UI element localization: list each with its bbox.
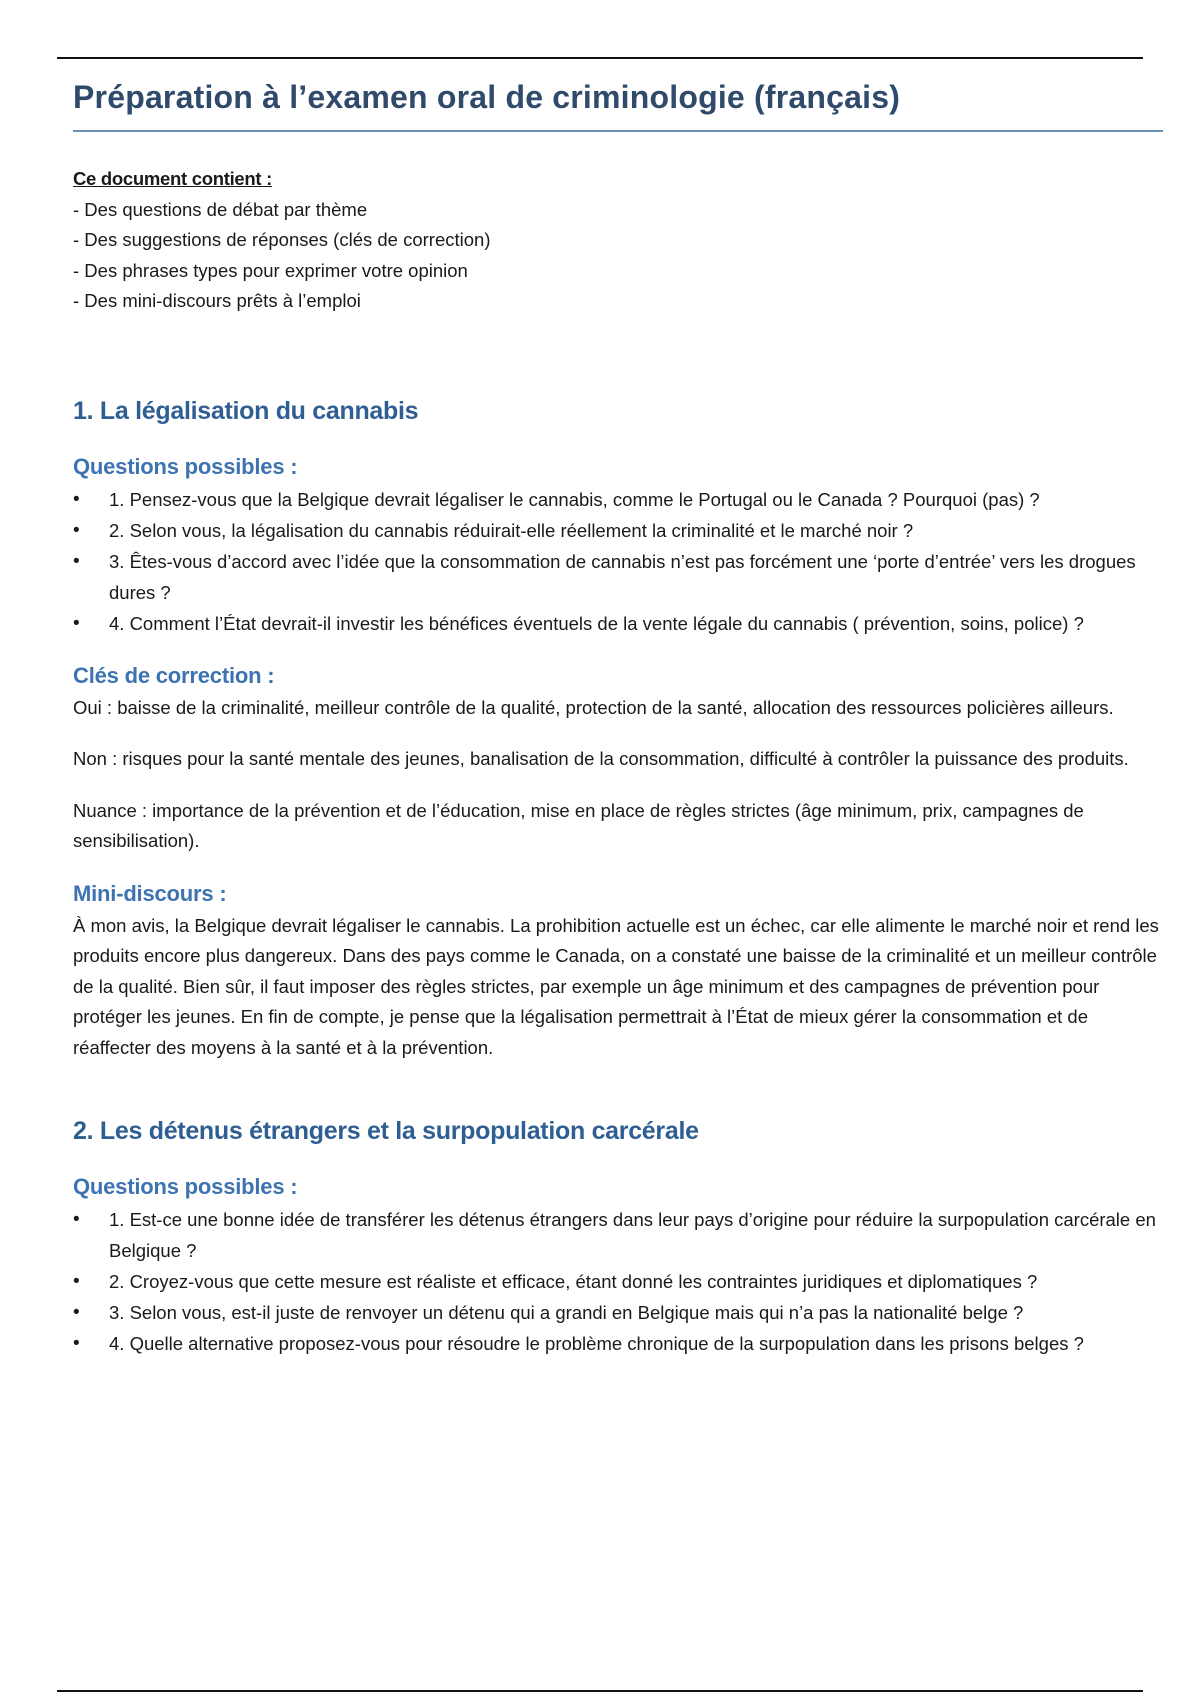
intro-item: - Des mini-discours prêts à l’emploi [73, 290, 361, 311]
questions-heading: Questions possibles : [73, 1174, 298, 1199]
intro-item: - Des suggestions de réponses (clés de correction) [73, 229, 491, 250]
intro-block [73, 164, 1163, 317]
question-item: • 1. Pensez-vous que la Belgique devrait légaliser le cannabis, comme le Portugal ou le Canada ? Pourquoi (pas) ? [73, 484, 1163, 515]
intro-heading: Ce document contient : [73, 168, 272, 189]
keys-heading: Clés de correction : [73, 662, 275, 688]
question-item: • 3. Êtes-vous d’accord avec l’idée que la consommation de cannabis n’est pas forcément une ‘porte d’entrée’ vers les drogues dures ? [73, 546, 1163, 608]
question-item: • 2. Croyez-vous que cette mesure est réaliste et efficace, étant donné les contraintes juridiques et diplomatiques ? [73, 1266, 1163, 1297]
intro-item: - Des questions de débat par thème [73, 198, 368, 220]
document-page [73, 70, 1163, 1359]
mini-speech: À mon avis, la Belgique devrait légaliser le cannabis. La prohibition actuelle est un échec, car elle alimente le marché noir et rend les produits encore plus dangereux. Dans des pays comme le Canada, on a constaté une baisse de la criminalité et un meilleur contrôle de la qualité. Bien sûr, il faut imposer des règles strictes, par exemple un âge minimum et des campagnes de prévention pour protéger les jeunes. En fin de compte, je pense que la légalisation permettrait à l’État de mieux gérer la consommation et de réaffecter des moyens à la santé et à la prévention. [73, 914, 1159, 1058]
question-item: • 4. Quelle alternative proposez-vous pour résoudre le problème chronique de la surpopulation dans les prisons belges ? [73, 1328, 1163, 1359]
bottom-rule [57, 1690, 1143, 1692]
questions-heading: Questions possibles : [73, 453, 298, 479]
speech-heading: Mini-discours : [73, 880, 227, 906]
question-item: • 2. Selon vous, la légalisation du cannabis réduirait-elle réellement la criminalité et le marché noir ? [73, 515, 1163, 546]
section-title: 2. Les détenus étrangers et la surpopulation carcérale [73, 1117, 699, 1145]
section-title: 1. La légalisation du cannabis [73, 396, 419, 425]
question-item: • 3. Selon vous, est-il juste de renvoyer un détenu qui a grandi en Belgique mais qui n’a pas la nationalité belge ? [73, 1297, 1163, 1328]
section-foreign-detainees [73, 1117, 1163, 1359]
question-item: • 1. Est-ce une bonne idée de transférer les détenus étrangers dans leur pays d’origine pour réduire la surpopulation carcérale en Belgique ? [73, 1204, 1163, 1266]
questions-list [73, 1204, 1163, 1359]
section-cannabis [73, 397, 1163, 1064]
top-rule [57, 57, 1143, 59]
key-paragraph-nuance: Nuance : importance de la prévention et de l’éducation, mise en place de règles strictes (âge minimum, prix, campagnes de sensibilisation). [73, 799, 1084, 851]
document-title: Préparation à l’examen oral de criminologie (français) [73, 70, 1163, 132]
key-paragraph-no: Non : risques pour la santé mentale des jeunes, banalisation de la consommation, difficulté à contrôler la puissance des produits. [73, 748, 1129, 769]
questions-list [73, 484, 1163, 639]
intro-item: - Des phrases types pour exprimer votre opinion [73, 259, 468, 281]
key-paragraph-yes: Oui : baisse de la criminalité, meilleur contrôle de la qualité, protection de la santé, allocation des ressources policières ailleurs. [73, 696, 1114, 718]
question-item: • 4. Comment l’État devrait-il investir les bénéfices éventuels de la vente légale du cannabis ( prévention, soins, police) ? [73, 608, 1163, 639]
